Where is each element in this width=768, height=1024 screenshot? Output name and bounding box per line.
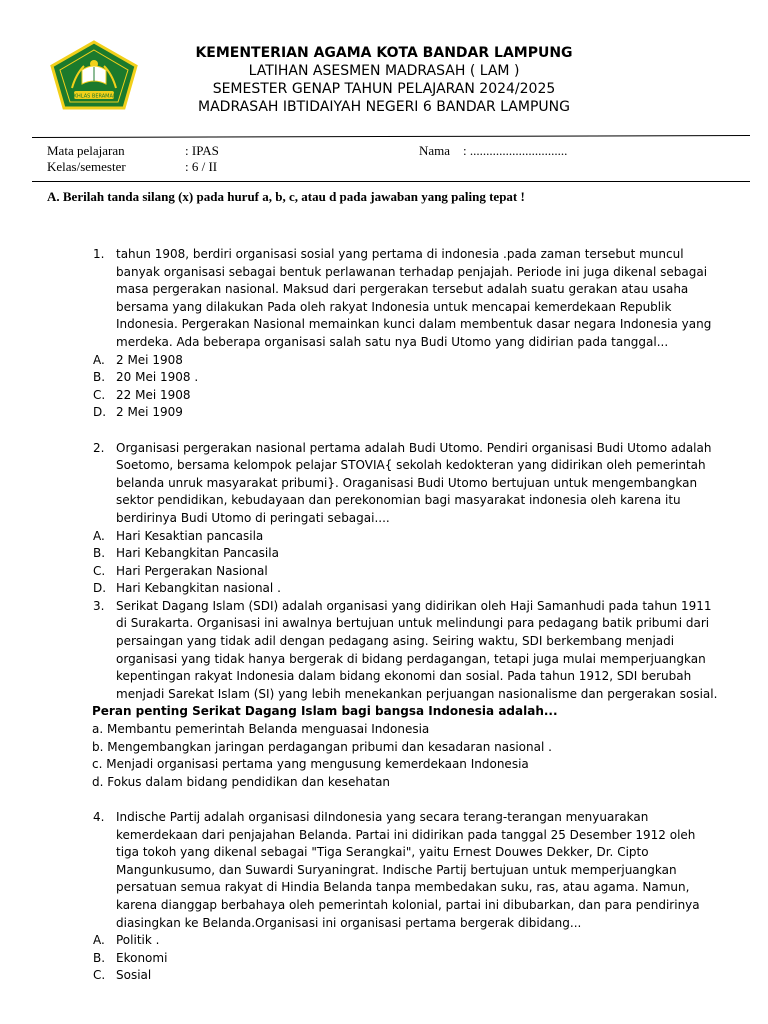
option-letter: A. bbox=[93, 352, 105, 367]
option-text: 22 Mei 1908 bbox=[116, 387, 191, 402]
option-text: Hari Pergerakan Nasional bbox=[116, 563, 268, 578]
header-divider-bottom bbox=[32, 181, 750, 182]
option-letter: d. bbox=[92, 774, 104, 789]
header-school: MADRASAH IBTIDAIYAH NEGERI 6 BANDAR LAMPUNG bbox=[198, 99, 570, 115]
class-label: Kelas/semester bbox=[47, 159, 126, 174]
option-letter: D. bbox=[93, 405, 107, 420]
question-3-prompt: Peran penting Serikat Dagang Islam bagi bangsa Indonesia adalah... bbox=[92, 704, 558, 719]
instruction: A. Berilah tanda silang (x) pada huruf a, b, c, atau d pada jawaban yang paling tepat ! bbox=[47, 189, 525, 204]
question-number: 1. bbox=[93, 247, 105, 261]
header-exam-title: LATIHAN ASESMEN MADRASAH ( LAM ) bbox=[248, 63, 520, 79]
header-semester: SEMESTER GENAP TAHUN PELAJARAN 2024/2025 bbox=[212, 81, 556, 97]
question-number: 4. bbox=[93, 810, 105, 824]
option-2b bbox=[0, 545, 768, 563]
option-4a bbox=[0, 932, 768, 950]
option-letter: C. bbox=[93, 968, 106, 983]
student-info bbox=[47, 143, 747, 175]
option-letter: D. bbox=[93, 581, 107, 596]
option-text: Mengembangkan jaringan perdagangan pribumi dan kesadaran nasional . bbox=[107, 739, 552, 754]
option-1b bbox=[0, 369, 768, 387]
name-label: Nama bbox=[419, 143, 451, 158]
option-2a bbox=[0, 528, 768, 546]
option-letter: b. bbox=[92, 739, 104, 754]
option-3d bbox=[0, 774, 768, 792]
option-letter: a. bbox=[92, 722, 104, 737]
option-3b bbox=[0, 739, 768, 757]
subject-label: Mata pelajaran bbox=[47, 143, 125, 158]
option-2d bbox=[0, 580, 768, 598]
class-value: : 6 / II bbox=[185, 159, 218, 174]
option-text: Politik . bbox=[116, 933, 160, 948]
option-2c bbox=[0, 563, 768, 581]
question-number: 3. bbox=[93, 598, 105, 613]
question-2 bbox=[0, 440, 768, 528]
option-1c bbox=[0, 387, 768, 405]
option-text: Hari Kesaktian pancasila bbox=[116, 528, 264, 543]
option-text: Hari Kebangkitan Pancasila bbox=[116, 546, 279, 561]
option-text: 2 Mei 1908 bbox=[116, 352, 183, 367]
option-text: Ekonomi bbox=[116, 950, 168, 965]
option-1a bbox=[0, 352, 768, 370]
option-1d bbox=[0, 404, 768, 422]
option-3c bbox=[0, 756, 768, 774]
question-1 bbox=[0, 246, 768, 352]
option-text: Fokus dalam bidang pendidikan dan kesehatan bbox=[107, 774, 391, 789]
option-text: Hari Kebangkitan nasional . bbox=[116, 581, 281, 596]
option-letter: A. bbox=[93, 528, 105, 543]
option-4b bbox=[0, 950, 768, 968]
question-list bbox=[0, 246, 768, 985]
option-text: 20 Mei 1908 . bbox=[116, 370, 199, 385]
option-letter: B. bbox=[93, 546, 106, 561]
header-divider-top bbox=[32, 135, 750, 138]
option-4c bbox=[0, 967, 768, 985]
question-text: Serikat Dagang Islam (SDI) adalah organisasi yang didirikan oleh Haji Samanhudi pada tahun 1911 di Surakarta. Organisasi ini awalnya bertujuan untuk melindungi para pedagang batik pribumi dari persaingan yang tidak adil dengan pedagang asing. Seiring waktu, SDI berkembang menjadi organisasi yang tidak hanya bergerak di bidang perdagangan, tetapi juga mulai memperjuangkan kepentingan rakyat Indonesia dalam bidang ekonomi dan sosial. Pada tahun 1912, SDI berubah menjadi Sarekat Islam (SI) yang lebih menekankan perjuangan nasionalisme dan pergerakan sosial. bbox=[116, 598, 718, 701]
question-4 bbox=[0, 809, 768, 932]
option-letter: C. bbox=[93, 387, 106, 402]
option-text: Menjadi organisasi pertama yang mengusung kemerdekaan Indonesia bbox=[106, 757, 529, 772]
question-3 bbox=[0, 598, 768, 704]
option-3a bbox=[0, 721, 768, 739]
name-value: : .............................. bbox=[463, 143, 568, 158]
option-text: Sosial bbox=[116, 968, 152, 983]
question-text: tahun 1908, berdiri organisasi sosial yang pertama di indonesia .pada zaman tersebut muncul banyak organisasi sebagai bentuk perlawanan terhadap penjajah. Periode ini juga dikenal sebagai masa pergerakan nasional. Maksud dari pergerakan tersebut adalah suatu gerakan atau usaha bersama yang dilakukan Pada oleh rakyat Indonesia untuk mencapai kemerdekaan Republik Indonesia. Pergerakan Nasional memainkan kunci dalam membentuk dasar negara Indonesia yang merdeka. Ada beberapa organisasi salah satu nya Budi Utomo yang didirian pada tanggal... bbox=[116, 247, 712, 349]
document-header bbox=[150, 44, 618, 116]
option-text: Membantu pemerintah Belanda menguasai Indonesia bbox=[107, 722, 430, 737]
header-ministry: KEMENTERIAN AGAMA KOTA BANDAR LAMPUNG bbox=[195, 45, 573, 61]
option-letter: B. bbox=[93, 370, 106, 385]
subject-value: : IPAS bbox=[185, 143, 219, 158]
logo-text: IKHLAS BERAMAL bbox=[72, 93, 116, 100]
option-text: 2 Mei 1909 bbox=[116, 405, 183, 420]
question-text: Organisasi pergerakan nasional pertama adalah Budi Utomo. Pendiri organisasi Budi Utomo adalah Soetomo, bersama kelompok pelajar STOVIA{ sekolah kedokteran yang didirikan oleh pemerintah belanda unruk masyarakat pribumi}. Oraganisasi Budi Utomo bertujuan untuk mengembangkan sektor pendidikan, kebudayaan dan perekonomian bagi masyarakat indonesia oleh karena itu berdirinya Budi Utomo di peringati sebagai.... bbox=[116, 440, 712, 525]
option-letter: c. bbox=[92, 757, 103, 772]
kemenag-logo bbox=[46, 40, 142, 112]
question-text: Indische Partij adalah organisasi diIndonesia yang secara terang-terangan menyuarakan kemerdekaan dari penjajahan Belanda. Partai ini didirikan pada tanggal 25 Desember 1912 oleh tiga tokoh yang dikenal sebagai "Tiga Serangkai", yaitu Ernest Douwes Dekker, Dr. Cipto Mangunkusumo, dan Suwardi Suryaningrat. Indische Partij bertujuan untuk memperjuangkan persatuan semua rakyat di Hindia Belanda tanpa membedakan suku, ras, atau agama. Namun, karena dianggap berbahaya oleh pemerintah kolonial, partai ini dibubarkan, dan para pendirinya diasingkan ke Belanda.Organisasi ini organisasi pertama bergerak dibidang... bbox=[116, 810, 700, 930]
question-number: 2. bbox=[93, 440, 105, 455]
option-letter: A. bbox=[93, 933, 105, 948]
option-letter: B. bbox=[93, 950, 106, 965]
option-letter: C. bbox=[93, 563, 106, 578]
